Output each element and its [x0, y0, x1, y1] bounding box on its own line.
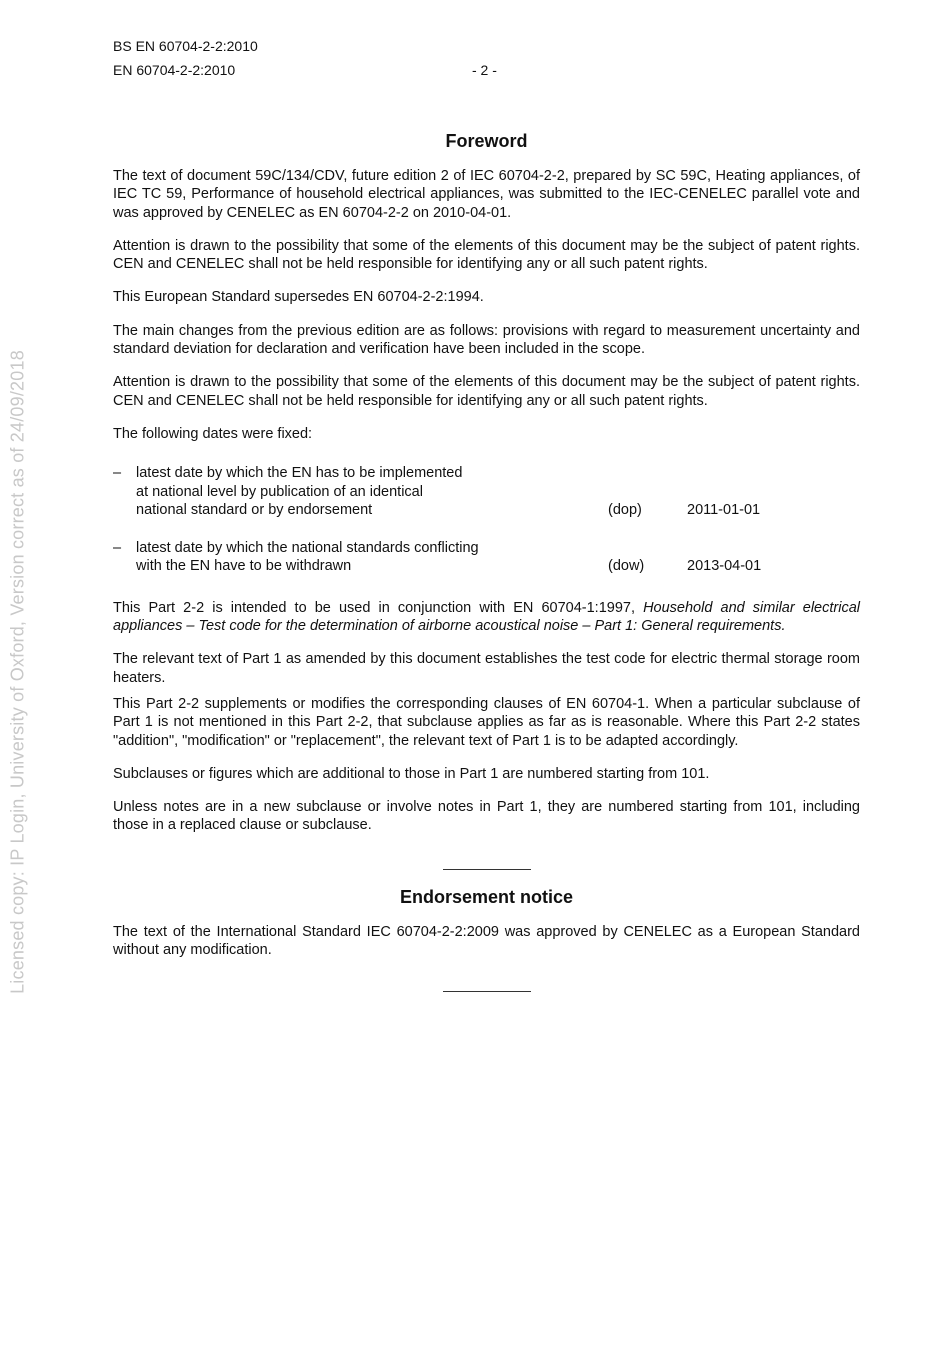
foreword-paragraph-1: The text of document 59C/134/CDV, future edition 2 of IEC 60704-2-2, prepared by SC 59C, Heating appliances, of IEC TC 59, Performance of household electrical appliances, was submitted to the IEC-CENELEC parallel vote and was approved by CENELEC as EN 60704-2-2 on 2010-04-01. — [113, 168, 860, 221]
document-body — [113, 130, 860, 992]
section-divider — [443, 869, 531, 870]
date-desc-line: national standard or by endorsement — [136, 501, 373, 518]
date-desc-line: latest date by which the EN has to be implemented — [136, 465, 463, 482]
foreword-paragraph-9: This Part 2-2 supplements or modifies the corresponding clauses of EN 60704-1. When a particular subclause of Part 1 is not mentioned in this Part 2-2, that subclause applies as far as is reasonable. Where this Part 2-2 states "addition", "modification" or "replacement", the relevant text of Part 1 is to be adapted accordingly. — [113, 695, 860, 749]
foreword-paragraph-5: Attention is drawn to the possibility that some of the elements of this document may be the subject of patent rights. CEN and CENELEC shall not be held responsible for identifying any or all such patent rights. — [113, 374, 860, 409]
date-item-dow — [113, 539, 860, 576]
date-abbreviation: (dow) — [608, 558, 645, 575]
date-abbreviation: (dop) — [608, 501, 642, 518]
foreword-heading: Foreword — [445, 131, 528, 151]
foreword-paragraph-10: Subclauses or figures which are additional to those in Part 1 are numbered starting from 101. — [113, 765, 710, 782]
date-value: 2013-04-01 — [687, 558, 762, 575]
page-number: - 2 - — [472, 62, 497, 78]
date-desc-line: latest date by which the national standards conflicting — [136, 540, 479, 557]
paragraph-text: This Part 2-2 is intended to be used in conjunction with EN 60704-1:1997, — [113, 599, 644, 616]
foreword-paragraph-8: The relevant text of Part 1 as amended by this document establishes the test code for electric thermal storage room heaters. — [113, 651, 860, 686]
date-desc-line: at national level by publication of an identical — [136, 483, 423, 500]
header-en-id: EN 60704-2-2:2010 — [113, 62, 236, 78]
endorsement-paragraph: The text of the International Standard IEC 60704-2-2:2009 was approved by CENELEC as a European Standard without any modification. — [113, 923, 860, 959]
foreword-paragraph-3: This European Standard supersedes EN 60704-2-2:1994. — [113, 289, 484, 306]
license-watermark: Licensed copy: IP Login, University of Oxford, Version correct as of 24/09/2018 — [7, 350, 28, 994]
date-desc-line: with the EN have to be withdrawn — [136, 558, 352, 575]
foreword-paragraph-7 — [113, 599, 860, 636]
dates-list — [113, 464, 860, 575]
date-value: 2011-01-01 — [687, 501, 761, 518]
foreword-paragraph-4: The main changes from the previous edition are as follows: provisions with regard to measurement uncertainty and standard deviation for declaration and verification have been included in the scope. — [113, 322, 860, 358]
date-item-description — [136, 464, 536, 519]
foreword-paragraph-6: The following dates were fixed: — [113, 425, 313, 442]
foreword-paragraph-2: Attention is drawn to the possibility that some of the elements of this document may be the subject of patent rights. CEN and CENELEC shall not be held responsible for identifying any or all such patent rights. — [113, 237, 860, 273]
list-dash: – — [113, 540, 122, 557]
referenced-title: Household and similar electrical appliances – Test code for the determination of airborne acoustical noise – Part 1: General requirements. — [113, 599, 860, 635]
closing-divider — [443, 991, 531, 992]
endorsement-heading: Endorsement notice — [399, 886, 574, 907]
list-dash: – — [113, 465, 122, 482]
date-item-dop — [113, 464, 860, 519]
header-standard-id: BS EN 60704-2-2:2010 — [113, 38, 258, 54]
date-item-description — [136, 539, 536, 576]
foreword-paragraph-11: Unless notes are in a new subclause or involve notes in Part 1, they are numbered starting from 101, including those in a replaced clause or subclause. — [113, 799, 860, 834]
